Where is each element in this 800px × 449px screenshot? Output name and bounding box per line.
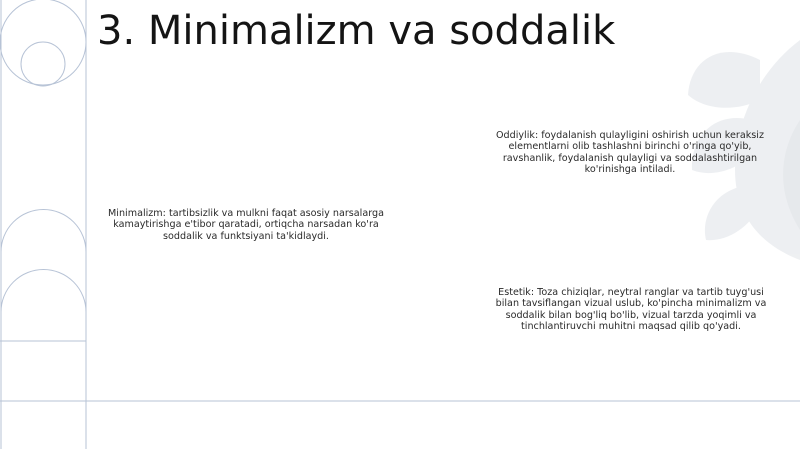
text-minimalizm: Minimalizm: tartibsizlik va mulkni faqat asosiy narsalarga kamaytirishga e'tibor qaratadi, ortiqcha narsadan ko'ra soddalik va funktsiyani ta'kidlaydi. xyxy=(108,208,384,242)
text-oddiylik: Oddiylik: foydalanish qulayligini oshirish uchun keraksiz elementlarni olib tashlashni birinchi o'ringa qo'yib, ravshanlik, foydalanish qulayligi va soddalashtirilgan ko'rinishga intiladi. xyxy=(495,130,765,176)
deco-arch-lower xyxy=(1,270,86,340)
text-estetik: Estetik: Toza chiziqlar, neytral ranglar va tartib tuyg'usi bilan tavsiflangan vizual uslub, ko'pincha minimalizm va soddalik bilan bog'liq bo'lib, vizual tarzda yoqimli va tinchlantiruvchi muhitni maqsad qilib qo'yadi. xyxy=(495,287,767,333)
slide-title: 3. Minimalizm va soddalik xyxy=(97,8,616,54)
deco-circle-small xyxy=(21,42,65,86)
deco-arch-upper xyxy=(1,210,86,270)
